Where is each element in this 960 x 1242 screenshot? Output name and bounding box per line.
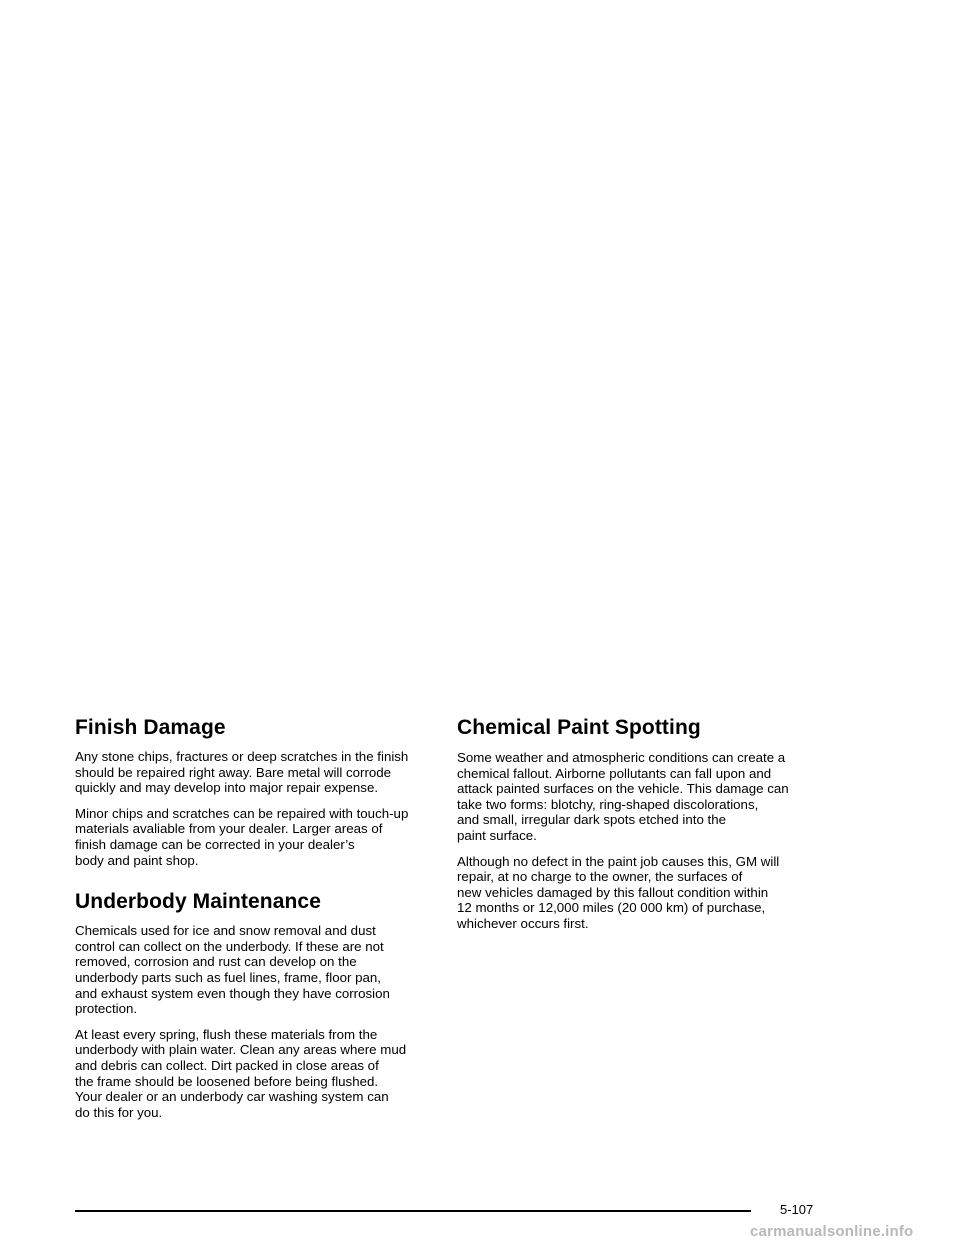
text-line: and exhaust system even though they have corrosion [75,985,390,1001]
text-line: Some weather and atmospheric conditions can create a [457,750,786,765]
page-number: 5-107 [780,1202,814,1217]
text-line: control can collect on the underbody. If these are not [75,938,384,954]
finish-damage-paragraph-1 [75,749,445,796]
text-line: whichever occurs first. [457,915,589,931]
footer-rule [75,1210,751,1212]
text-line: Chemicals used for ice and snow removal and dust [75,923,376,939]
chemical-paint-spotting-section [457,716,837,932]
chemical-paint-spotting-paragraph-1 [457,750,837,844]
chemical-paint-spotting-heading: Chemical Paint Spotting [457,716,701,739]
finish-damage-section [75,716,445,868]
left-column [75,716,445,1130]
text-line: 12 months or 12,000 miles (20 000 km) of purchase, [457,900,766,916]
text-line: the frame should be loosened before being flushed. [75,1073,379,1089]
text-line: protection. [75,1001,138,1017]
text-line: chemical fallout. Airborne pollutants can fall upon and [457,765,772,781]
text-line: body and paint shop. [75,852,199,868]
finish-damage-paragraph-2 [75,806,445,868]
text-line: At least every spring, flush these materials from the [75,1026,378,1042]
text-line: attack painted surfaces on the vehicle. This damage can [457,781,789,797]
text-line: paint surface. [457,827,537,843]
text-line: and small, irregular dark spots etched into the [457,812,727,828]
text-line: new vehicles damaged by this fallout condition within [457,884,769,900]
underbody-maintenance-paragraph-1 [75,923,445,1017]
chemical-paint-spotting-paragraph-2 [457,854,837,932]
text-line: repair, at no charge to the owner, the surfaces of [457,869,743,885]
text-line: and debris can collect. Dirt packed in close areas of [75,1057,379,1073]
underbody-maintenance-heading: Underbody Maintenance [75,890,321,914]
text-line: should be repaired right away. Bare metal will corrode [75,764,392,780]
text-line: underbody with plain water. Clean any areas where mud [75,1042,407,1058]
text-line: materials avaliable from your dealer. Larger areas of [75,821,383,837]
text-line: quickly and may develop into major repair expense. [75,780,379,796]
text-line: Although no defect in the paint job causes this, GM will [457,853,780,869]
underbody-maintenance-section [75,890,445,1120]
finish-damage-heading: Finish Damage [75,716,226,739]
right-column [457,716,837,942]
text-line: underbody parts such as fuel lines, frame, floor pan, [75,969,381,985]
text-line: take two forms: blotchy, ring-shaped discolorations, [457,796,759,812]
text-line: Minor chips and scratches can be repaired with touch-up [75,805,409,821]
watermark: carmanualsonline.info [750,1223,914,1240]
text-line: finish damage can be corrected in your dealer’s [75,836,355,852]
text-line: Your dealer or an underbody car washing system can [75,1089,389,1105]
underbody-maintenance-paragraph-2 [75,1027,445,1121]
text-line: do this for you. [75,1104,163,1120]
text-line: Any stone chips, fractures or deep scratches in the finish [75,749,409,764]
text-line: removed, corrosion and rust can develop on the [75,954,357,970]
